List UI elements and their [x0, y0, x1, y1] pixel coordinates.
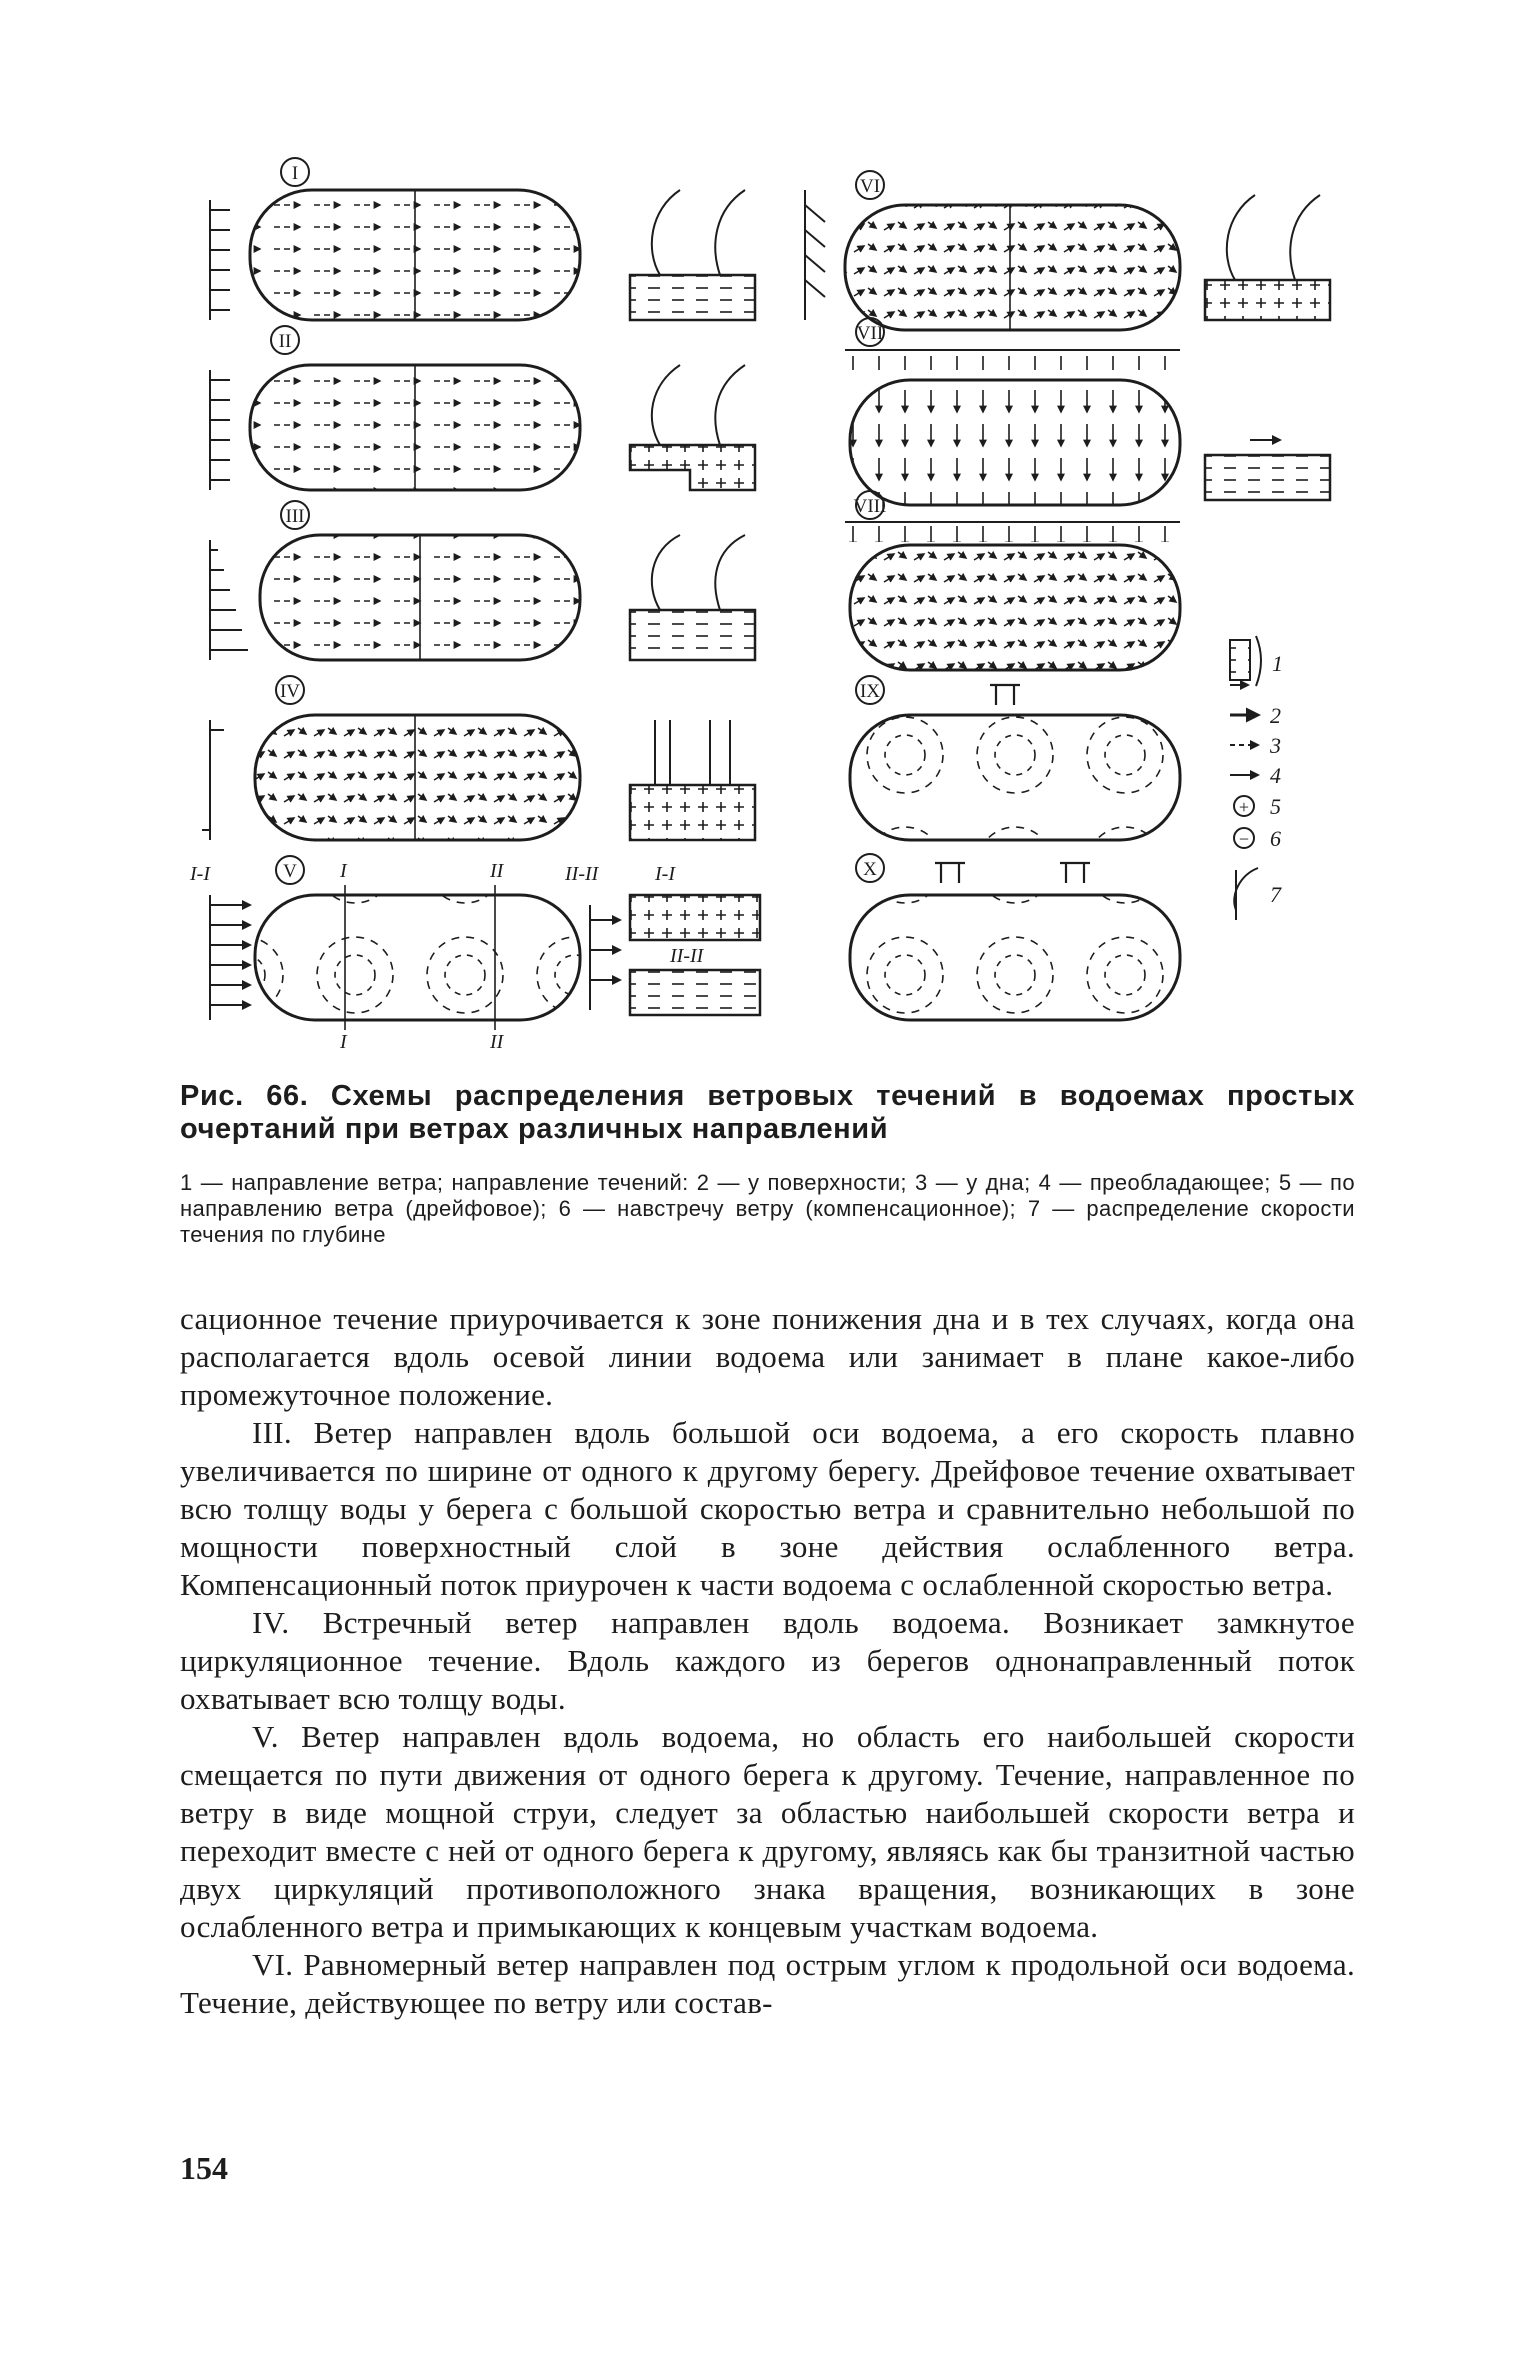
schema-label-IV: IV	[279, 681, 301, 702]
paragraph: сационное течение приурочивается к зоне понижения дна и в тех случаях, когда она располагается вдоль осевой линии водоема или занимает в плане какое-либо промежуточное положение.	[180, 1301, 1355, 1412]
schema-V	[190, 856, 760, 1050]
cross-section-V-I	[630, 895, 760, 940]
paragraph: III. Ветер направлен вдоль большой оси водоема, а его скорость плавно увеличивается по ширине от одного к другому берегу. Дрейфовое течение охватывает всю толщу воды у берега с большой скоростью ветра и сравнительно небольшой по мощности поверхностный слой в зоне действия ослабленного ветра. Компенсационный поток приурочен к части водоема с ослабленной скоростью ветра.	[180, 1415, 1355, 1602]
svg-text:7: 7	[1270, 882, 1281, 907]
figure-caption-legend: 1 — направление ветра; направление течений: 2 — у поверхности; 3 — у дна; 4 — преобладающее; 5 — по направлению ветра (дрейфовое); 6 — навстречу ветру (компенсационное); 7 — распределение скорости течения по глубине	[180, 1170, 1355, 1247]
basin-V	[255, 895, 580, 1020]
svg-text:4: 4	[1270, 763, 1281, 788]
basin-VII	[850, 380, 1180, 505]
minus-symbol: −	[1238, 829, 1250, 849]
wind-profile-IV	[202, 720, 224, 840]
schema-label-VIII: VIII	[853, 496, 887, 517]
section-label-II-top: II	[490, 860, 504, 882]
page-number: 154	[180, 2150, 228, 2186]
cross-section-I	[630, 275, 755, 320]
schema-VIII	[845, 491, 1180, 670]
schema-label-X: X	[863, 859, 877, 880]
figure-caption-title: Рис. 66. Схемы распределения ветровых течений в водоемах простых очертаний при ветрах различных направлений	[180, 1080, 1355, 1145]
section-label-II-II-profile: II-II	[670, 945, 704, 967]
section-label-I-top: I	[340, 860, 347, 882]
figure-legend	[1230, 636, 1283, 920]
schema-IX	[850, 676, 1180, 840]
wind-cross-VIII	[845, 522, 1180, 542]
schema-VII	[845, 318, 1330, 505]
schema-label-I: I	[291, 163, 299, 184]
cross-section-IV	[630, 785, 755, 840]
schema-X	[850, 854, 1180, 1020]
schema-label-VII: VII	[856, 323, 884, 344]
paragraph: IV. Встречный ветер направлен вдоль водоема. Возникает замкнутое циркуляционное течение. Вдоль каждого из берегов однонаправленный поток охватывает всю толщу воды.	[180, 1605, 1355, 1716]
basin-VI	[845, 205, 1180, 330]
schema-label-IX: IX	[859, 681, 881, 702]
cross-section-V-II	[630, 970, 760, 1015]
cross-section-II	[630, 445, 755, 490]
legend-item-4	[1230, 763, 1281, 788]
legend-item-1	[1230, 636, 1283, 686]
wind-oblique-VI	[805, 190, 825, 320]
plus-symbol: +	[1238, 797, 1250, 817]
basin-IX	[850, 715, 1180, 840]
schema-IV	[202, 676, 755, 840]
paragraph: VI. Равномерный ветер направлен под острым углом к продольной оси водоема. Течение, действующее по ветру или состав-	[180, 1947, 1355, 2020]
legend-item-7	[1234, 868, 1282, 920]
schema-I	[210, 158, 755, 320]
svg-text:3: 3	[1270, 733, 1281, 758]
paragraph: V. Ветер направлен вдоль водоема, но область его наибольшей скорости смещается по пути движения от одного берега к другому. Течение, направленное по ветру в виде мощной струи, следует за областью наибольшей скорости ветра и переходит вместе с ней от одного берега к другому, являясь как бы транзитной частью двух циркуляций противоположного знака вращения, возникающих в зоне ослабленного ветра и примыкающих к концевым участкам водоема.	[180, 1719, 1355, 1944]
wind-local-X-2	[1060, 863, 1090, 883]
wind-local-X-1	[935, 863, 965, 883]
section-label-I-I-left: I-I	[190, 863, 210, 885]
basin-X	[850, 895, 1180, 1020]
section-label-I-I-profile: I-I	[655, 863, 675, 885]
schema-label-III: III	[285, 506, 305, 527]
basin-IV	[255, 715, 580, 840]
wind-local-IX	[990, 685, 1020, 705]
svg-text:2: 2	[1270, 703, 1281, 728]
schema-VI	[805, 171, 1330, 330]
legend-item-5	[1234, 794, 1281, 819]
section-label-II-bottom: II	[490, 1031, 504, 1050]
section-label-II-II-mid: II-II	[565, 863, 599, 885]
cross-section-III	[630, 610, 755, 660]
svg-text:6: 6	[1270, 826, 1281, 851]
legend-item-2	[1230, 703, 1281, 728]
svg-text:5: 5	[1270, 794, 1281, 819]
wind-cross-VII	[845, 350, 1180, 370]
wind-profile-I	[210, 200, 230, 320]
basin-VIII	[850, 545, 1180, 670]
section-label-I-bottom: I	[340, 1031, 347, 1050]
legend-item-6	[1234, 826, 1281, 851]
schema-label-V: V	[283, 861, 297, 882]
wind-profile-II	[210, 370, 230, 490]
cross-section-VI	[1205, 280, 1330, 320]
svg-text:1: 1	[1272, 651, 1283, 676]
wind-profile-V-right	[590, 905, 620, 1010]
wind-profile-V	[210, 895, 250, 1020]
cross-section-VII	[1205, 455, 1330, 500]
schema-label-VI: VI	[859, 176, 881, 197]
schema-label-II: II	[278, 331, 292, 352]
legend-item-3	[1230, 733, 1281, 758]
body-text	[180, 1300, 1355, 2022]
wind-profile-III	[210, 540, 248, 660]
wind-currents-figure	[190, 150, 1340, 1050]
schema-II	[210, 326, 755, 490]
schema-III	[210, 501, 755, 660]
